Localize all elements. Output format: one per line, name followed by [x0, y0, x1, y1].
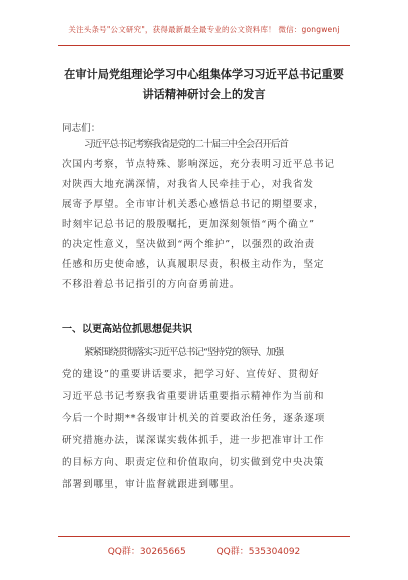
paragraph-1-line: 的决定性意义，坚决做到“两个维护”，以强烈的政治责 [62, 239, 315, 250]
paragraph-2-line: 的目标方向、职责定位和价值取向，切实做到党中央决策 [62, 457, 325, 468]
header-divider [58, 45, 350, 46]
paragraph-1-line: 次国内考察，节点特殊、影响深远，充分表明习近平总书记 [62, 159, 335, 170]
section-heading: 一、以更高站位抓思想促共识 [62, 324, 192, 335]
header-banner: 关注头条号"公文研究"，获得最新最全最专业的公文资料库！ 微信：gongwenj [68, 25, 340, 34]
paragraph-1-line: 对陕西大地充满深情，对我省人民牵挂于心，对我省发 [62, 179, 314, 190]
footer-divider [58, 536, 350, 537]
paragraph-1-line: 任感和历史使命感，认真履职尽责，积极主动作为，坚定 [62, 259, 325, 270]
document-title-line-1: 在审计局党组理论学习中心组集体学习习近平总书记重要 [64, 68, 344, 81]
paragraph-1-line: 习近平总书记考察我省是党的二十届三中全会召开后首 [84, 139, 288, 150]
paragraph-1-line: 时刻牢记总书记的殷殷嘱托，更加深刻领悟“两个确立” [62, 219, 315, 230]
paragraph-1-line: 展寄予厚望。全市审计机关悉心感悟总书记的期望要求， [62, 199, 325, 210]
document-title-line-2: 讲话精神研讨会上的发言 [142, 88, 266, 101]
footer-qq-group-2: QQ群：535304092 [216, 547, 301, 557]
salutation: 同志们： [62, 123, 101, 134]
paragraph-2-line: 今后一个时期**各级审计机关的首要政治任务，逐条逐项 [62, 413, 326, 424]
paragraph-2-line: 研究措施办法，谋深谋实载体抓手，进一步把准审计工作 [62, 435, 325, 446]
paragraph-2-line: 紧紧围绕贯彻落实习近平总书记“坚持党的领导、加强 [84, 347, 284, 358]
footer [0, 544, 408, 557]
paragraph-1-line: 不移沿着总书记指引的方向奋勇前进。 [62, 279, 241, 290]
footer-qq-group-1: QQ群：30265665 [107, 547, 186, 557]
paragraph-2-line: 部署到哪里，审计监督就跟进到哪里。 [62, 479, 241, 490]
paragraph-2-line: 党的建设”的重要讲话要求，把学习好、宣传好、贯彻好 [62, 369, 320, 380]
paragraph-2-line: 习近平总书记考察我省重要讲话重要指示精神作为当前和 [62, 391, 325, 402]
